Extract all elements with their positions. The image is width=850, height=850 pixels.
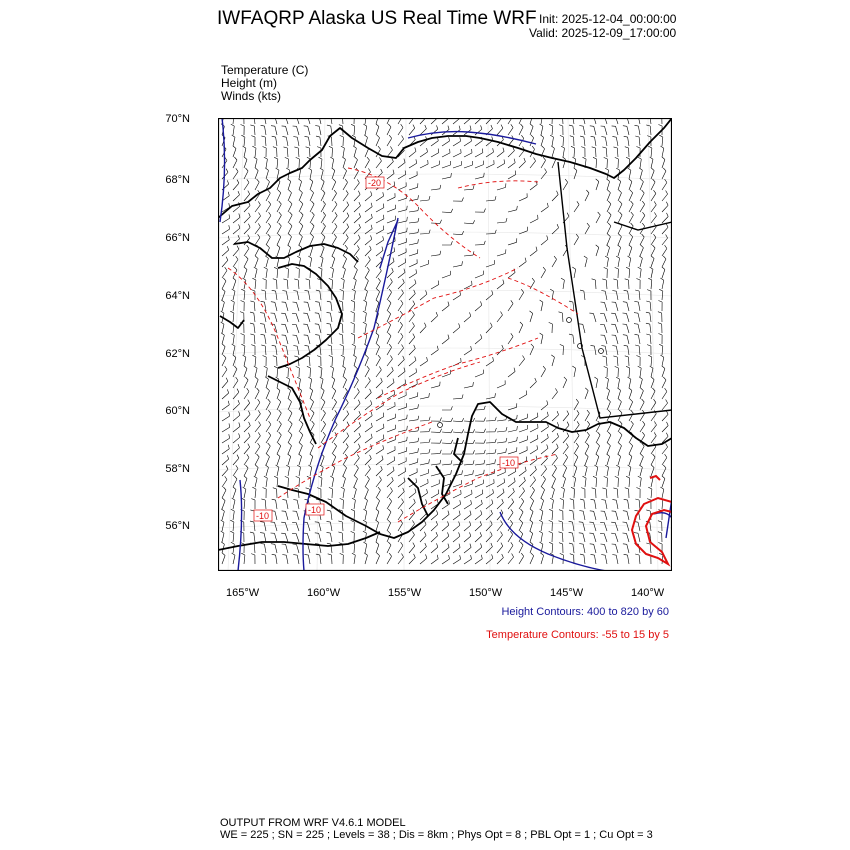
lon-label-150: 150°W <box>469 587 503 599</box>
field-winds: Winds (kts) <box>221 89 281 103</box>
contour-label-minus-10-east: -10 <box>502 458 516 468</box>
init-time: Init: 2025-12-04_00:00:00 <box>539 12 677 26</box>
contour-label-minus-10-south: -10 <box>308 505 322 515</box>
lon-label-165: 165°W <box>226 587 260 599</box>
contour-label-minus-20: -20 <box>368 178 382 188</box>
lon-label-155: 155°W <box>388 587 422 599</box>
lat-label-58: 58°N <box>165 463 190 475</box>
lat-label-60: 60°N <box>165 405 190 417</box>
lon-label-145: 145°W <box>550 587 584 599</box>
lat-label-64: 64°N <box>165 290 190 302</box>
lat-label-68: 68°N <box>165 174 190 186</box>
lat-label-66: 66°N <box>165 232 190 244</box>
contour-label-minus-10-west: -10 <box>256 511 270 521</box>
height-contours-legend: Height Contours: 400 to 820 by 60 <box>501 606 669 618</box>
valid-time: Valid: 2025-12-09_17:00:00 <box>529 26 677 40</box>
field-height: Height (m) <box>221 76 278 90</box>
lat-label-62: 62°N <box>165 348 190 360</box>
lat-label-56: 56°N <box>165 520 190 532</box>
lat-label-70: 70°N <box>165 113 190 125</box>
footer-model: OUTPUT FROM WRF V4.6.1 MODEL <box>220 817 406 829</box>
footer-settings: WE = 225 ; SN = 225 ; Levels = 38 ; Dis = 8km ; Phys Opt = 8 ; PBL Opt = 1 ; Cu Opt = 3 <box>220 829 653 841</box>
lon-label-160: 160°W <box>307 587 341 599</box>
weather-map <box>218 118 672 571</box>
lon-label-140: 140°W <box>631 587 665 599</box>
map-title: IWFAQRP Alaska US Real Time WRF <box>217 8 537 29</box>
map-background <box>218 118 672 571</box>
temperature-contours-legend: Temperature Contours: -55 to 15 by 5 <box>486 629 669 641</box>
field-temperature: Temperature (C) <box>221 63 309 77</box>
